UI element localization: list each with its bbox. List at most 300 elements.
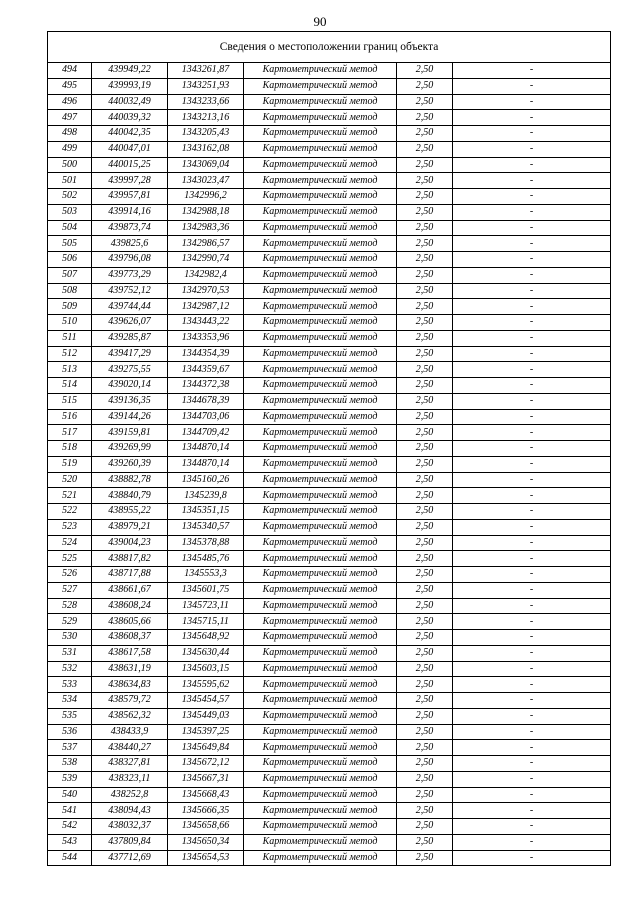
description-cell: - [453, 299, 611, 315]
table-row [48, 330, 611, 346]
accuracy-cell: 2,50 [397, 614, 453, 630]
accuracy-cell: 2,50 [397, 409, 453, 425]
point-number-cell: 514 [48, 378, 92, 394]
x-coordinate-cell: 439997,28 [92, 173, 168, 189]
description-cell: - [453, 645, 611, 661]
description-cell: - [453, 157, 611, 173]
x-coordinate-cell: 438608,37 [92, 630, 168, 646]
point-number-cell: 503 [48, 204, 92, 220]
accuracy-cell: 2,50 [397, 661, 453, 677]
point-number-cell: 499 [48, 141, 92, 157]
table-row [48, 551, 611, 567]
accuracy-cell: 2,50 [397, 756, 453, 772]
y-coordinate-cell: 1345668,43 [168, 787, 244, 803]
description-cell: - [453, 267, 611, 283]
method-cell: Картометрический метод [244, 598, 397, 614]
x-coordinate-cell: 438440,27 [92, 740, 168, 756]
table-header-row [48, 32, 611, 63]
point-number-cell: 521 [48, 488, 92, 504]
y-coordinate-cell: 1344703,06 [168, 409, 244, 425]
method-cell: Картометрический метод [244, 94, 397, 110]
accuracy-cell: 2,50 [397, 504, 453, 520]
point-number-cell: 544 [48, 850, 92, 866]
description-cell: - [453, 315, 611, 331]
method-cell: Картометрический метод [244, 708, 397, 724]
y-coordinate-cell: 1345666,35 [168, 803, 244, 819]
description-cell: - [453, 236, 611, 252]
description-cell: - [453, 850, 611, 866]
description-cell: - [453, 819, 611, 835]
y-coordinate-cell: 1342970,53 [168, 283, 244, 299]
method-cell: Картометрический метод [244, 850, 397, 866]
description-cell: - [453, 630, 611, 646]
point-number-cell: 520 [48, 472, 92, 488]
description-cell: - [453, 598, 611, 614]
description-cell: - [453, 78, 611, 94]
accuracy-cell: 2,50 [397, 126, 453, 142]
page-number: 90 [313, 14, 327, 29]
point-number-cell: 502 [48, 189, 92, 205]
description-cell: - [453, 472, 611, 488]
x-coordinate-cell: 438634,83 [92, 677, 168, 693]
y-coordinate-cell: 1345595,62 [168, 677, 244, 693]
table-row [48, 771, 611, 787]
description-cell: - [453, 283, 611, 299]
table-row [48, 204, 611, 220]
point-number-cell: 535 [48, 708, 92, 724]
x-coordinate-cell: 440039,32 [92, 110, 168, 126]
point-number-cell: 537 [48, 740, 92, 756]
accuracy-cell: 2,50 [397, 283, 453, 299]
y-coordinate-cell: 1345658,66 [168, 819, 244, 835]
method-cell: Картометрический метод [244, 504, 397, 520]
table-title: Сведения о местоположении границ объекта [48, 32, 611, 63]
accuracy-cell: 2,50 [397, 693, 453, 709]
table-row [48, 677, 611, 693]
accuracy-cell: 2,50 [397, 299, 453, 315]
accuracy-cell: 2,50 [397, 819, 453, 835]
accuracy-cell: 2,50 [397, 519, 453, 535]
accuracy-cell: 2,50 [397, 787, 453, 803]
accuracy-cell: 2,50 [397, 110, 453, 126]
table-row [48, 630, 611, 646]
table-row [48, 393, 611, 409]
point-number-cell: 536 [48, 724, 92, 740]
table-row [48, 409, 611, 425]
method-cell: Картометрический метод [244, 551, 397, 567]
accuracy-cell: 2,50 [397, 677, 453, 693]
table-row [48, 252, 611, 268]
method-cell: Картометрический метод [244, 456, 397, 472]
y-coordinate-cell: 1343205,43 [168, 126, 244, 142]
point-number-cell: 528 [48, 598, 92, 614]
point-number-cell: 534 [48, 693, 92, 709]
table-row [48, 819, 611, 835]
table-row [48, 472, 611, 488]
y-coordinate-cell: 1342990,74 [168, 252, 244, 268]
y-coordinate-cell: 1345378,88 [168, 535, 244, 551]
x-coordinate-cell: 438608,24 [92, 598, 168, 614]
description-cell: - [453, 677, 611, 693]
accuracy-cell: 2,50 [397, 630, 453, 646]
x-coordinate-cell: 439004,23 [92, 535, 168, 551]
method-cell: Картометрический метод [244, 441, 397, 457]
accuracy-cell: 2,50 [397, 803, 453, 819]
description-cell: - [453, 724, 611, 740]
x-coordinate-cell: 438323,11 [92, 771, 168, 787]
y-coordinate-cell: 1345454,57 [168, 693, 244, 709]
accuracy-cell: 2,50 [397, 441, 453, 457]
x-coordinate-cell: 438840,79 [92, 488, 168, 504]
method-cell: Картометрический метод [244, 472, 397, 488]
point-number-cell: 538 [48, 756, 92, 772]
table-row [48, 803, 611, 819]
accuracy-cell: 2,50 [397, 267, 453, 283]
x-coordinate-cell: 439744,44 [92, 299, 168, 315]
y-coordinate-cell: 1344870,14 [168, 441, 244, 457]
x-coordinate-cell: 438579,72 [92, 693, 168, 709]
method-cell: Картометрический метод [244, 267, 397, 283]
method-cell: Картометрический метод [244, 803, 397, 819]
method-cell: Картометрический метод [244, 173, 397, 189]
point-number-cell: 504 [48, 220, 92, 236]
point-number-cell: 497 [48, 110, 92, 126]
x-coordinate-cell: 439417,29 [92, 346, 168, 362]
accuracy-cell: 2,50 [397, 645, 453, 661]
point-number-cell: 501 [48, 173, 92, 189]
y-coordinate-cell: 1344870,14 [168, 456, 244, 472]
accuracy-cell: 2,50 [397, 535, 453, 551]
x-coordinate-cell: 439136,35 [92, 393, 168, 409]
description-cell: - [453, 252, 611, 268]
y-coordinate-cell: 1343233,66 [168, 94, 244, 110]
point-number-cell: 533 [48, 677, 92, 693]
y-coordinate-cell: 1343023,47 [168, 173, 244, 189]
y-coordinate-cell: 1345672,12 [168, 756, 244, 772]
method-cell: Картометрический метод [244, 378, 397, 394]
table-row [48, 378, 611, 394]
x-coordinate-cell: 438631,19 [92, 661, 168, 677]
point-number-cell: 496 [48, 94, 92, 110]
x-coordinate-cell: 437712,69 [92, 850, 168, 866]
y-coordinate-cell: 1342987,12 [168, 299, 244, 315]
description-cell: - [453, 519, 611, 535]
accuracy-cell: 2,50 [397, 425, 453, 441]
x-coordinate-cell: 439159,81 [92, 425, 168, 441]
x-coordinate-cell: 438605,66 [92, 614, 168, 630]
y-coordinate-cell: 1343443,22 [168, 315, 244, 331]
method-cell: Картометрический метод [244, 110, 397, 126]
y-coordinate-cell: 1344354,39 [168, 346, 244, 362]
point-number-cell: 507 [48, 267, 92, 283]
table-row [48, 598, 611, 614]
accuracy-cell: 2,50 [397, 94, 453, 110]
y-coordinate-cell: 1343251,93 [168, 78, 244, 94]
x-coordinate-cell: 437809,84 [92, 834, 168, 850]
table-row [48, 220, 611, 236]
boundary-table [47, 31, 611, 866]
point-number-cell: 513 [48, 362, 92, 378]
method-cell: Картометрический метод [244, 362, 397, 378]
point-number-cell: 506 [48, 252, 92, 268]
y-coordinate-cell: 1345553,3 [168, 567, 244, 583]
y-coordinate-cell: 1345397,25 [168, 724, 244, 740]
method-cell: Картометрический метод [244, 819, 397, 835]
method-cell: Картометрический метод [244, 425, 397, 441]
point-number-cell: 509 [48, 299, 92, 315]
accuracy-cell: 2,50 [397, 771, 453, 787]
description-cell: - [453, 740, 611, 756]
method-cell: Картометрический метод [244, 677, 397, 693]
point-number-cell: 529 [48, 614, 92, 630]
point-number-cell: 519 [48, 456, 92, 472]
x-coordinate-cell: 438617,58 [92, 645, 168, 661]
method-cell: Картометрический метод [244, 78, 397, 94]
description-cell: - [453, 708, 611, 724]
table-row [48, 315, 611, 331]
point-number-cell: 505 [48, 236, 92, 252]
point-number-cell: 543 [48, 834, 92, 850]
description-cell: - [453, 756, 611, 772]
method-cell: Картометрический метод [244, 204, 397, 220]
description-cell: - [453, 693, 611, 709]
accuracy-cell: 2,50 [397, 708, 453, 724]
table-row [48, 456, 611, 472]
x-coordinate-cell: 438252,8 [92, 787, 168, 803]
y-coordinate-cell: 1344709,42 [168, 425, 244, 441]
description-cell: - [453, 582, 611, 598]
table-row [48, 756, 611, 772]
description-cell: - [453, 378, 611, 394]
method-cell: Картометрический метод [244, 630, 397, 646]
y-coordinate-cell: 1343162,08 [168, 141, 244, 157]
accuracy-cell: 2,50 [397, 330, 453, 346]
x-coordinate-cell: 439285,87 [92, 330, 168, 346]
x-coordinate-cell: 439773,29 [92, 267, 168, 283]
y-coordinate-cell: 1342986,57 [168, 236, 244, 252]
table-body [48, 63, 611, 866]
method-cell: Картометрический метод [244, 834, 397, 850]
accuracy-cell: 2,50 [397, 393, 453, 409]
point-number-cell: 525 [48, 551, 92, 567]
table-row [48, 787, 611, 803]
accuracy-cell: 2,50 [397, 346, 453, 362]
accuracy-cell: 2,50 [397, 456, 453, 472]
table-row [48, 189, 611, 205]
accuracy-cell: 2,50 [397, 740, 453, 756]
y-coordinate-cell: 1345649,84 [168, 740, 244, 756]
point-number-cell: 540 [48, 787, 92, 803]
accuracy-cell: 2,50 [397, 567, 453, 583]
x-coordinate-cell: 439626,07 [92, 315, 168, 331]
point-number-cell: 530 [48, 630, 92, 646]
y-coordinate-cell: 1343213,16 [168, 110, 244, 126]
accuracy-cell: 2,50 [397, 315, 453, 331]
accuracy-cell: 2,50 [397, 551, 453, 567]
point-number-cell: 511 [48, 330, 92, 346]
y-coordinate-cell: 1344372,38 [168, 378, 244, 394]
accuracy-cell: 2,50 [397, 252, 453, 268]
x-coordinate-cell: 438433,9 [92, 724, 168, 740]
x-coordinate-cell: 438032,37 [92, 819, 168, 835]
description-cell: - [453, 834, 611, 850]
table-row [48, 157, 611, 173]
point-number-cell: 498 [48, 126, 92, 142]
method-cell: Картометрический метод [244, 252, 397, 268]
x-coordinate-cell: 440032,49 [92, 94, 168, 110]
method-cell: Картометрический метод [244, 409, 397, 425]
description-cell: - [453, 63, 611, 79]
method-cell: Картометрический метод [244, 330, 397, 346]
method-cell: Картометрический метод [244, 787, 397, 803]
table-row [48, 488, 611, 504]
x-coordinate-cell: 439949,22 [92, 63, 168, 79]
description-cell: - [453, 787, 611, 803]
table-row [48, 724, 611, 740]
y-coordinate-cell: 1345654,53 [168, 850, 244, 866]
accuracy-cell: 2,50 [397, 850, 453, 866]
y-coordinate-cell: 1345667,31 [168, 771, 244, 787]
y-coordinate-cell: 1345630,44 [168, 645, 244, 661]
accuracy-cell: 2,50 [397, 204, 453, 220]
point-number-cell: 494 [48, 63, 92, 79]
description-cell: - [453, 771, 611, 787]
y-coordinate-cell: 1342996,2 [168, 189, 244, 205]
method-cell: Картометрический метод [244, 582, 397, 598]
accuracy-cell: 2,50 [397, 362, 453, 378]
description-cell: - [453, 330, 611, 346]
table-row [48, 708, 611, 724]
accuracy-cell: 2,50 [397, 173, 453, 189]
accuracy-cell: 2,50 [397, 598, 453, 614]
method-cell: Картометрический метод [244, 614, 397, 630]
y-coordinate-cell: 1345650,34 [168, 834, 244, 850]
table-row [48, 267, 611, 283]
y-coordinate-cell: 1342982,4 [168, 267, 244, 283]
method-cell: Картометрический метод [244, 315, 397, 331]
accuracy-cell: 2,50 [397, 157, 453, 173]
table-row [48, 94, 611, 110]
x-coordinate-cell: 439873,74 [92, 220, 168, 236]
method-cell: Картометрический метод [244, 519, 397, 535]
method-cell: Картометрический метод [244, 283, 397, 299]
description-cell: - [453, 346, 611, 362]
table-row [48, 740, 611, 756]
method-cell: Картометрический метод [244, 535, 397, 551]
method-cell: Картометрический метод [244, 771, 397, 787]
description-cell: - [453, 504, 611, 520]
accuracy-cell: 2,50 [397, 472, 453, 488]
x-coordinate-cell: 439957,81 [92, 189, 168, 205]
table-row [48, 441, 611, 457]
point-number-cell: 527 [48, 582, 92, 598]
y-coordinate-cell: 1345485,76 [168, 551, 244, 567]
y-coordinate-cell: 1345160,26 [168, 472, 244, 488]
table-row [48, 110, 611, 126]
description-cell: - [453, 173, 611, 189]
point-number-cell: 515 [48, 393, 92, 409]
description-cell: - [453, 94, 611, 110]
table-row [48, 283, 611, 299]
description-cell: - [453, 551, 611, 567]
method-cell: Картометрический метод [244, 724, 397, 740]
accuracy-cell: 2,50 [397, 78, 453, 94]
point-number-cell: 523 [48, 519, 92, 535]
point-number-cell: 517 [48, 425, 92, 441]
point-number-cell: 541 [48, 803, 92, 819]
table-row [48, 834, 611, 850]
x-coordinate-cell: 439260,39 [92, 456, 168, 472]
y-coordinate-cell: 1344678,39 [168, 393, 244, 409]
description-cell: - [453, 141, 611, 157]
x-coordinate-cell: 439993,19 [92, 78, 168, 94]
point-number-cell: 542 [48, 819, 92, 835]
accuracy-cell: 2,50 [397, 189, 453, 205]
x-coordinate-cell: 438562,32 [92, 708, 168, 724]
accuracy-cell: 2,50 [397, 378, 453, 394]
table-row [48, 299, 611, 315]
description-cell: - [453, 189, 611, 205]
y-coordinate-cell: 1343261,87 [168, 63, 244, 79]
point-number-cell: 524 [48, 535, 92, 551]
description-cell: - [453, 220, 611, 236]
x-coordinate-cell: 440042,35 [92, 126, 168, 142]
table-row [48, 614, 611, 630]
description-cell: - [453, 535, 611, 551]
accuracy-cell: 2,50 [397, 141, 453, 157]
table-row [48, 567, 611, 583]
method-cell: Картометрический метод [244, 567, 397, 583]
y-coordinate-cell: 1345239,8 [168, 488, 244, 504]
table-row [48, 661, 611, 677]
description-cell: - [453, 661, 611, 677]
y-coordinate-cell: 1345603,15 [168, 661, 244, 677]
point-number-cell: 526 [48, 567, 92, 583]
point-number-cell: 510 [48, 315, 92, 331]
x-coordinate-cell: 438717,88 [92, 567, 168, 583]
method-cell: Картометрический метод [244, 393, 397, 409]
x-coordinate-cell: 439825,6 [92, 236, 168, 252]
accuracy-cell: 2,50 [397, 63, 453, 79]
point-number-cell: 522 [48, 504, 92, 520]
method-cell: Картометрический метод [244, 126, 397, 142]
method-cell: Картометрический метод [244, 157, 397, 173]
point-number-cell: 539 [48, 771, 92, 787]
y-coordinate-cell: 1345715,11 [168, 614, 244, 630]
method-cell: Картометрический метод [244, 299, 397, 315]
y-coordinate-cell: 1344359,67 [168, 362, 244, 378]
x-coordinate-cell: 439275,55 [92, 362, 168, 378]
point-number-cell: 531 [48, 645, 92, 661]
x-coordinate-cell: 438979,21 [92, 519, 168, 535]
table-row [48, 693, 611, 709]
description-cell: - [453, 456, 611, 472]
y-coordinate-cell: 1343353,96 [168, 330, 244, 346]
accuracy-cell: 2,50 [397, 834, 453, 850]
x-coordinate-cell: 439914,16 [92, 204, 168, 220]
point-number-cell: 495 [48, 78, 92, 94]
table-row [48, 126, 611, 142]
table-row [48, 850, 611, 866]
x-coordinate-cell: 438327,81 [92, 756, 168, 772]
method-cell: Картометрический метод [244, 693, 397, 709]
x-coordinate-cell: 440015,25 [92, 157, 168, 173]
y-coordinate-cell: 1345601,75 [168, 582, 244, 598]
y-coordinate-cell: 1345351,15 [168, 504, 244, 520]
x-coordinate-cell: 438661,67 [92, 582, 168, 598]
y-coordinate-cell: 1345449,03 [168, 708, 244, 724]
method-cell: Картометрический метод [244, 740, 397, 756]
